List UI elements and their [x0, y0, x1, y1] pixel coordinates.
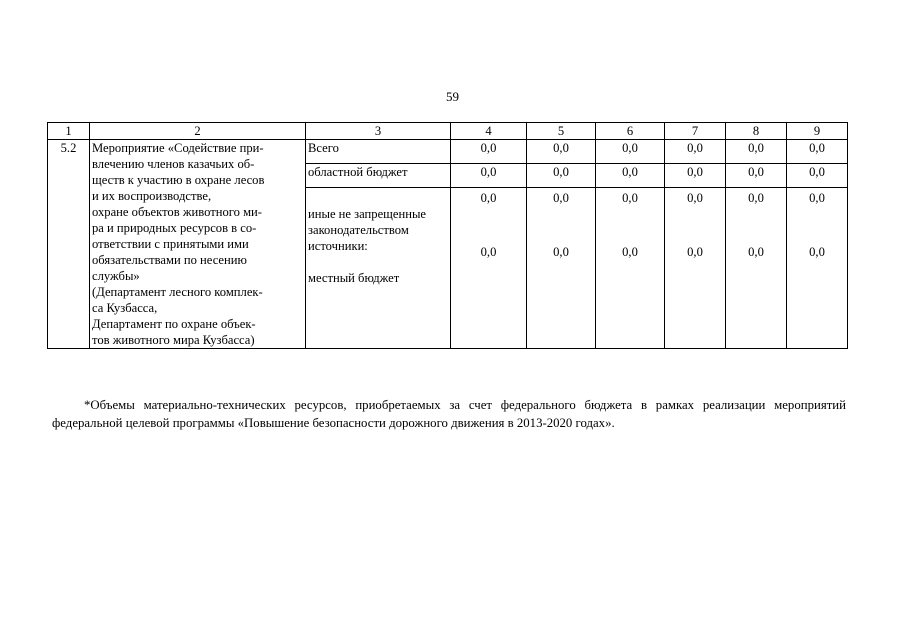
value-cell: 0,0 [527, 163, 596, 187]
column-header: 9 [787, 123, 848, 140]
measure-description: Мероприятие «Содействие при- влечению членов казачьих об- ществ к участию в охране лесов и их воспроизводстве, охране объектов животного ми- ра и природных ресурсов в со- ответствии с принятыми ими обязательствами по несению службы» (Департамент лесного комплек- са Кузбасса, Департамент по охране объек- тов животного мира Кузбасса) [90, 140, 306, 349]
value: 0,0 [748, 244, 764, 259]
value-cell: 0,0 [596, 140, 665, 164]
column-header: 1 [48, 123, 90, 140]
source-label: Всего [306, 140, 451, 164]
value: 0,0 [553, 190, 569, 205]
column-header: 8 [726, 123, 787, 140]
budget-table [47, 122, 848, 349]
column-header: 2 [90, 123, 306, 140]
source-label: иные не запрещенные законодательством источники: [308, 206, 426, 253]
value: 0,0 [622, 244, 638, 259]
source-label: областной бюджет [306, 163, 451, 187]
value-cell: 0,0 [726, 140, 787, 164]
footnote: *Объемы материально-технических ресурсов, приобретаемых за счет федерального бюджета в рамках реализации мероприятий федеральной целевой программы «Повышение безопасности дорожного движения в 2013-2020 годах». [52, 397, 846, 430]
value: 0,0 [809, 190, 825, 205]
row-number: 5.2 [48, 140, 90, 349]
value-cell: 0,0 [726, 163, 787, 187]
value-cell [527, 187, 596, 348]
value-cell: 0,0 [527, 140, 596, 164]
value: 0,0 [480, 190, 497, 205]
value-cell: 0,0 [665, 140, 726, 164]
value: 0,0 [687, 244, 703, 259]
column-header: 6 [596, 123, 665, 140]
value: 0,0 [809, 244, 825, 259]
value-cell: 0,0 [451, 140, 527, 164]
value: 0,0 [553, 244, 569, 259]
value-cell [787, 187, 848, 348]
value: 0,0 [480, 244, 497, 259]
value-cell [596, 187, 665, 348]
source-label-group [306, 187, 451, 348]
column-header: 4 [451, 123, 527, 140]
value-cell: 0,0 [787, 140, 848, 164]
value-cell: 0,0 [787, 163, 848, 187]
table-row [48, 140, 848, 164]
value-cell [451, 187, 527, 348]
value-cell [665, 187, 726, 348]
value-cell: 0,0 [665, 163, 726, 187]
column-header: 3 [306, 123, 451, 140]
page-number: 59 [446, 89, 459, 104]
value: 0,0 [748, 190, 764, 205]
value-cell [726, 187, 787, 348]
value: 0,0 [687, 190, 703, 205]
header-row [48, 123, 848, 140]
value-cell: 0,0 [451, 163, 527, 187]
value-cell: 0,0 [596, 163, 665, 187]
column-header: 7 [665, 123, 726, 140]
value: 0,0 [622, 190, 638, 205]
column-header: 5 [527, 123, 596, 140]
source-label: местный бюджет [308, 270, 400, 285]
